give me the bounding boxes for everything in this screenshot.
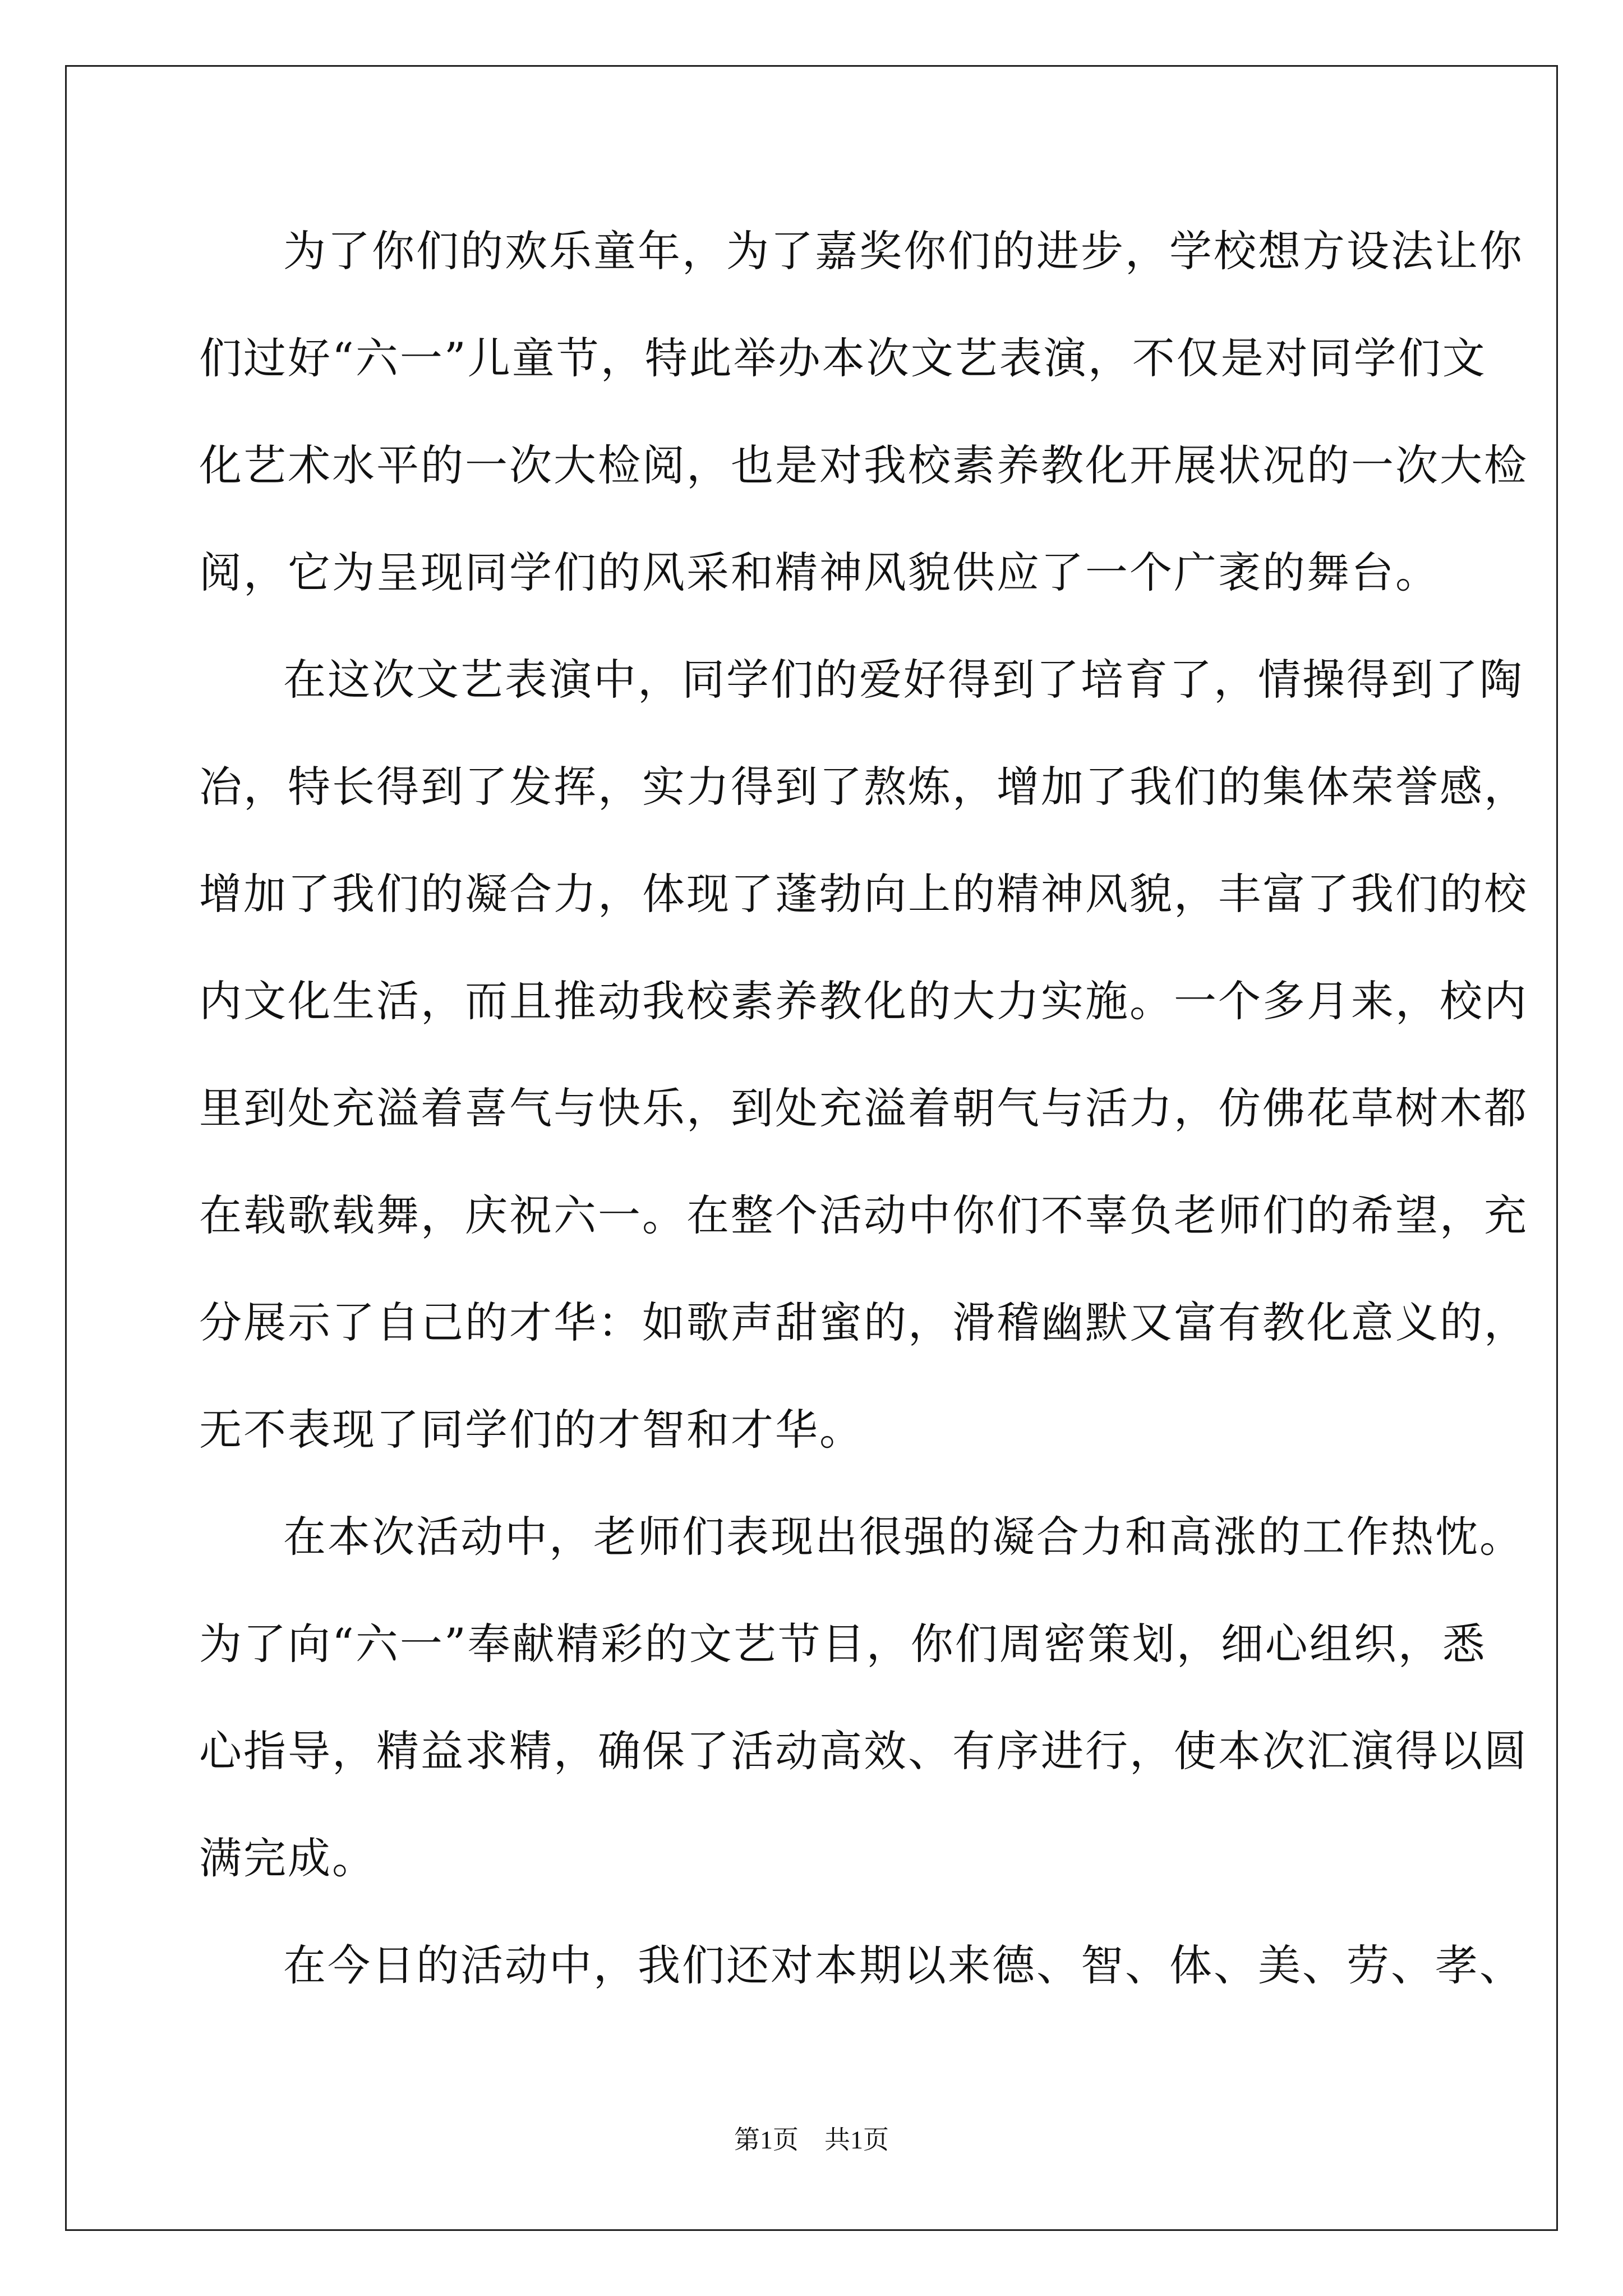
- paragraph-3: [199, 1502, 1528, 1930]
- text-line: 为了你们的欢乐童年，为了嘉奖你们的进步，学校想方设法让你: [283, 226, 1524, 276]
- text-line: 为了向“六一”奉献精彩的文艺节目，你们周密策划，细心组织，悉: [199, 1619, 1487, 1669]
- document-body: [199, 216, 1528, 2037]
- text-line: 增加了我们的凝合力，体现了蓬勃向上的精神风貌，丰富了我们的校: [199, 869, 1528, 919]
- text-line: 分展示了自己的才华：如歌声甜蜜的，滑稽幽默又富有教化意义的，: [199, 1297, 1528, 1347]
- page-number: 第1页: [734, 2125, 799, 2154]
- text-line: 冶，特长得到了发挥，实力得到了熬炼，增加了我们的集体荣誉感，: [199, 762, 1528, 812]
- text-line: 心指导，精益求精，确保了活动高效、有序进行，使本次汇演得以圆: [199, 1726, 1528, 1776]
- text-line: 在载歌载舞，庆祝六一。在整个活动中你们不辜负老师们的希望，充: [199, 1190, 1528, 1240]
- text-line: 在本次活动中，老师们表现出很强的凝合力和高涨的工作热忱。: [283, 1512, 1524, 1562]
- text-line: 在这次文艺表演中，同学们的爱好得到了培育了，情操得到了陶: [283, 655, 1524, 705]
- text-line: 们过好“六一”儿童节，特此举办本次文艺表演，不仅是对同学们文: [199, 333, 1487, 383]
- text-line: 内文化生活，而且推动我校素养教化的大力实施。一个多月来，校内: [199, 976, 1528, 1026]
- paragraph-4: [199, 1930, 1524, 2037]
- text-line: 化艺术水平的一次大检阅，也是对我校素养教化开展状况的一次大检: [199, 440, 1528, 490]
- text-line: 在今日的活动中，我们还对本期以来德、智、体、美、劳、孝、: [283, 1940, 1524, 1990]
- text-line: 满完成。: [199, 1833, 376, 1883]
- text-line: 阅，它为呈现同学们的风采和精神风貌供应了一个广袤的舞台。: [199, 547, 1440, 597]
- text-line: 里到处充溢着喜气与快乐，到处充溢着朝气与活力，仿佛花草树木都: [199, 1083, 1528, 1133]
- page-footer: [0, 2123, 1623, 2157]
- text-line: 无不表现了同学们的才智和才华。: [199, 1405, 864, 1455]
- paragraph-1: [199, 216, 1528, 645]
- paragraph-2: [199, 645, 1528, 1502]
- page-total: 共1页: [824, 2125, 889, 2154]
